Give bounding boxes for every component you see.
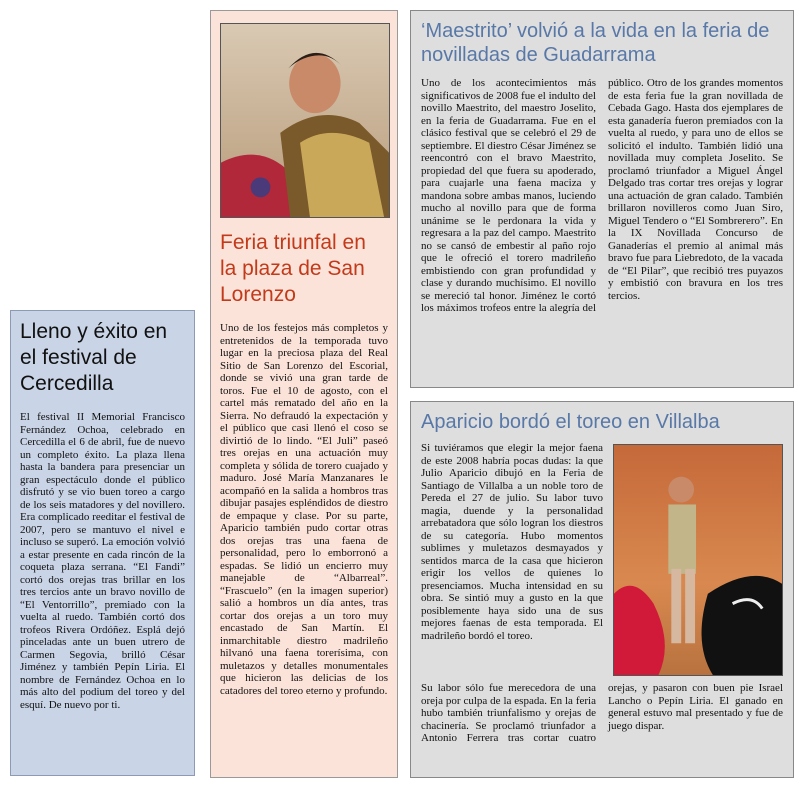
article-villalba	[410, 401, 794, 778]
body-villalba-top: Si tuviéramos que elegir la mejor faena de este 2008 habría pocas dudas: la que Julio Aparicio dibujó en la Feria de Santiago de Villalba a un noble toro de Pereda el 27 de julio. Su labor tuvo magia, duende y la personalidad arrebatadora que sólo logran los diestros de su categoría. Hubo momentos sublimes y muletazos desmayados y sentidos marca de la casa que hicieron erigir los vellos de quienes lo presenciamos. Mucha intensidad en su obra. Se sintió muy a gusto en la que posiblemente haya sido una de sus mejores faenas de esta temporada. El madrileño bordó el toreo.	[421, 442, 603, 642]
photo-frascuelo	[220, 23, 390, 218]
article-san-lorenzo	[210, 10, 398, 778]
headline-cercedilla: Lleno y éxito en el festival de Cercedilla	[20, 320, 168, 395]
body-san-lorenzo: Uno de los festejos más completos y entretenidos de la temporada tuvo lugar en la preciosa plaza del Real Sitio de San Lorenzo del Escorial, donde se vivió una gran tarde de toros. Fue el 10 de agosto, con el cartel más rematado del año en la Sierra. No defraudó la expectación y el público que casi llenó el coso se divirtió de lo lindo. “El Juli” paseó tres orejas en una actuación muy completa y sólida de torero cuajado y maduro. José María Manzanares le acompañó en la salida a hombros tras dibujar pasajes espléndidos de diestro de empaque y clase. Por su parte, Aparicio también pudo cortar otras dos orejas tras una faena de personalidad, pero lo emborronó a espadas. Se lidió un encierro muy manejable de “Albarreal”. “Frascuelo” (en la imagen superior) salió a hombros un día antes, tras cortar dos orejas a un toro muy encastado de San Martín. El inmarchitable diestro madrileño hilvanó una faena torerísima, con muletazos y detalles monumentales que hicieron las delicias de los catadores del toreo eterno y profundo.	[220, 322, 388, 697]
photo-aparicio	[613, 444, 783, 676]
headline-san-lorenzo: Feria triunfal en la plaza de San Lorenzo	[220, 231, 366, 306]
body-villalba-rest: Su labor sólo fue merecedora de una oreja por culpa de la espada. En la feria hubo también triunfalismo y orejas de chacinería. Se proclamó triunfador a Antonio Ferrera tras cortar cuatro orejas, y pasaron con buen pie Israel Lancho o Pepín Liria. El ganado en general estuvo mal presentado y fue de juego dispar.	[421, 682, 783, 744]
body-cercedilla: El festival II Memorial Francisco Fernández Ochoa, celebrado en Cercedilla el 6 de abril, fue de nuevo un completo éxito. La plaza llena hasta la bandera para presenciar un gran espectáculo donde el público disfrutó y se vio buen toreo a cargo de los seis matadores y del novillero. Era complicado reeditar el festival de 2007, pero se mantuvo el nivel e incluso se superó. La emoción volvió a estar presente en cada rincón de la coqueta plaza serrana. “El Fandi” cortó dos orejas tras brillar en los tres tercios ante un bravo novillo de “El Ventorrillo”, premiado con la vuelta al ruedo. También cortó dos trofeos Rivera Ordóñez. Esplá dejó pinceladas ante un buen utrero de Carmen Segovia, brilló César Jiménez y también Pepín Liria. El nombre de Fernández Ochoa en lo más alto del podium del toreo y del esquí. De nuevo por ti.	[20, 411, 185, 711]
headline-villalba: Aparicio bordó el toreo en Villalba	[421, 411, 720, 433]
article-cercedilla	[10, 310, 195, 776]
article-guadarrama	[410, 10, 794, 388]
headline-guadarrama: ‘Maestrito’ volvió a la vida en la feria de novilladas de Guadarrama	[421, 20, 770, 66]
body-guadarrama: Uno de los acontecimientos más significativos de 2008 fue el indulto del novillo Maestrito, del maestro Joselito, en la feria de Guadarrama. Fue en el clásico festival que se celebró el 29 de septiembre. El diestro César Jiménez se reencontró con el bravo Maestrito, propiedad del que fuera su apoderado, para cuajarle una faena maciza y mandona sobre ambas manos, luciendo mucho al novillo para que de forma unánime se le perdonara la vida y regresara a la paz del campo. Maestrito no se cansó de embestir al paño rojo que le ofreció el torero madrileño embistiendo con gran profundidad y clase y durando muchísimo. El novillo se mereció tal honor. Jiménez le cortó los máximos trofeos entre la alegría del público. Otro de los grandes momentos de esta feria fue la gran novillada de Cebada Gago. Hasta dos ejemplares de esta ganadería fueron premiados con la vuelta al ruedo, y para uno de ellos se solicitó el indulto. También lidió una novillada muy completa Joselito. Se proclamó triunfador a Miguel Ángel Delgado tras cortar tres orejas y lograr una actuación de gran calado. También brillaron novilleros como Juan Siro, Miguel Tendero o “El Sombrerero”. En la IX Novillada Concurso de Ganaderías el premio al animal más bravo fue para Liebredoto, de la vacada de “El Pilar”, que recibió tres puyazos y embistió con bravura en los tres tercios.	[421, 77, 783, 314]
